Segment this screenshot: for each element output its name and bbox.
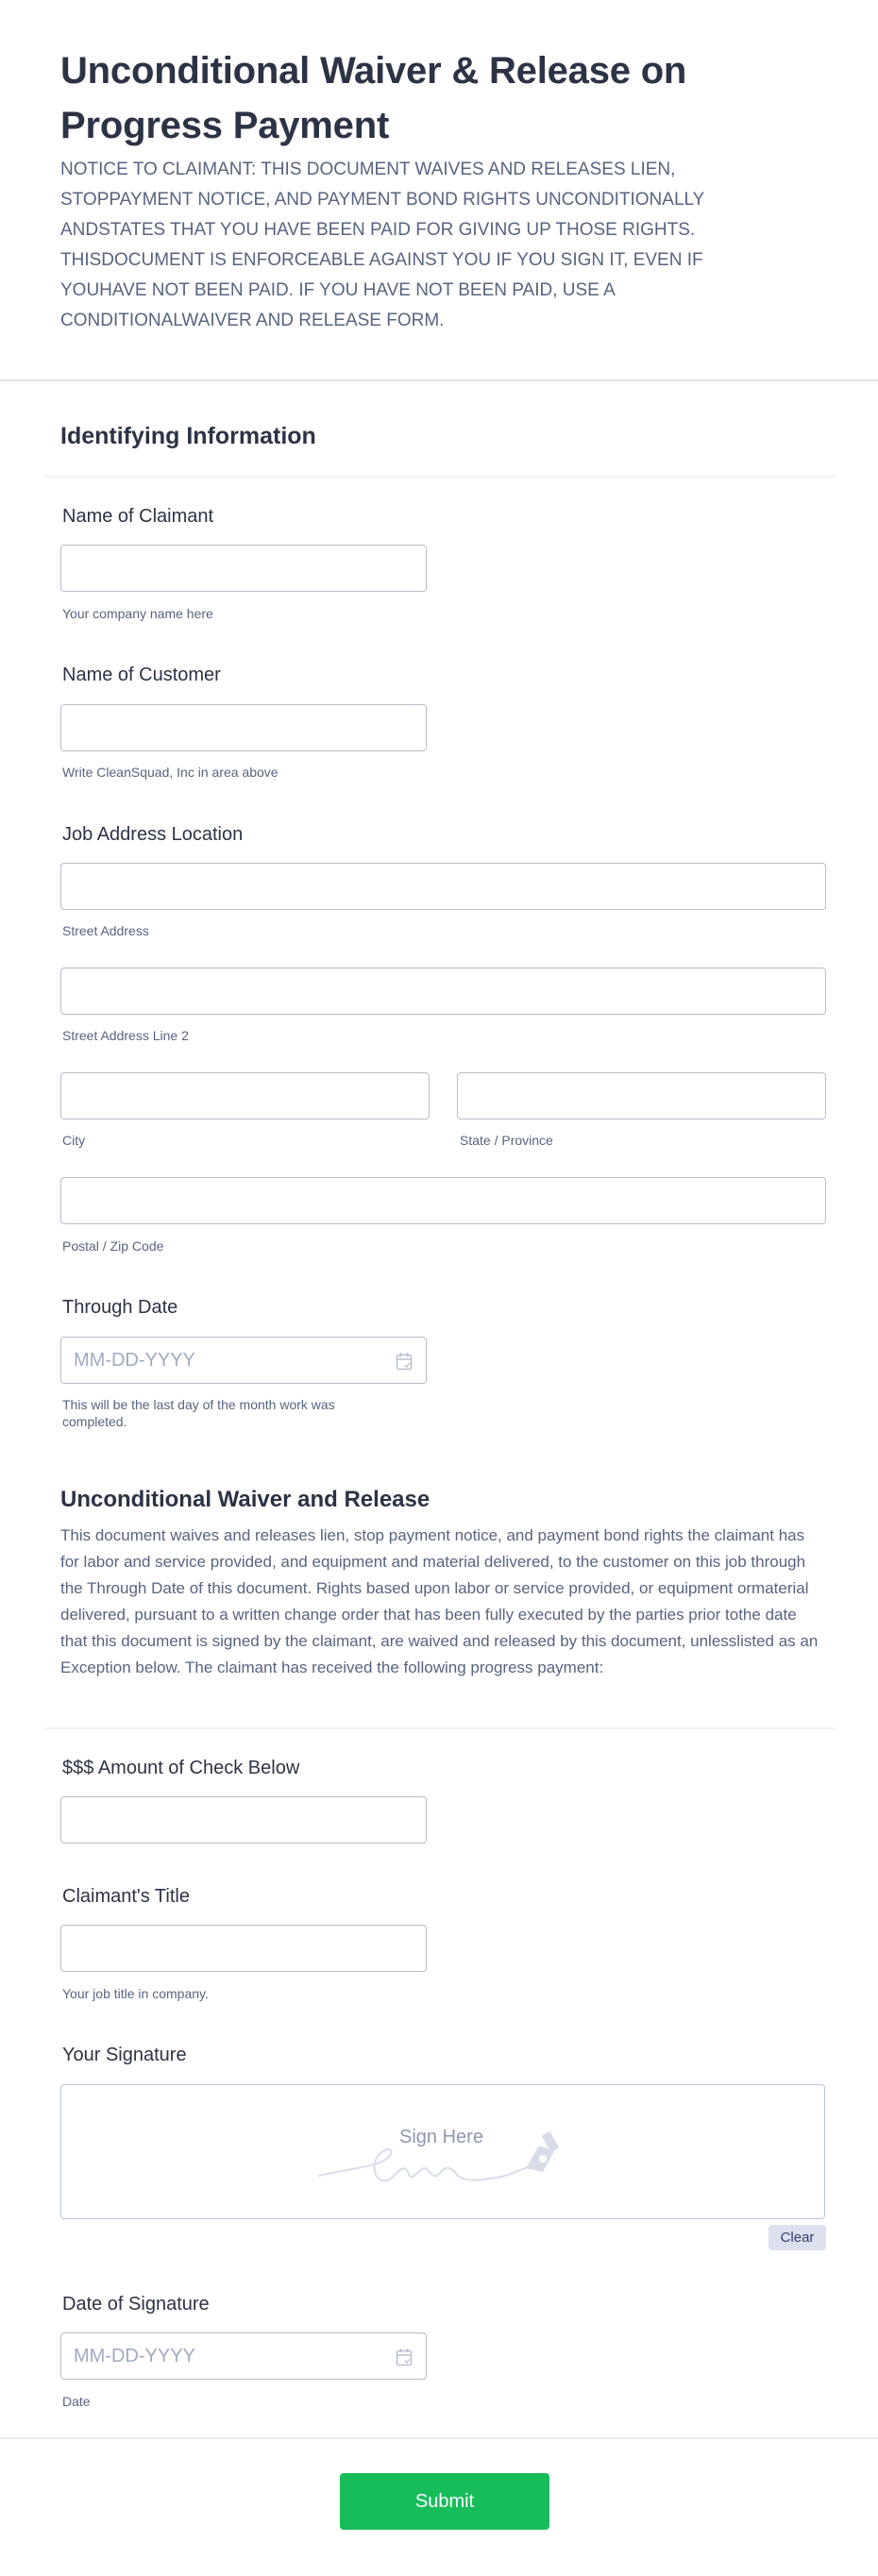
section-divider (45, 476, 835, 478)
form-notice: NOTICE TO CLAIMANT: THIS DOCUMENT WAIVES AND RELEASES LIEN, STOPPAYMENT NOTICE, AND PAYMENT BOND RIGHTS UNCONDITIONALLY ANDSTATES THAT YOU HAVE BEEN PAID FOR GIVING UP THOSE RIGHTS. THISDOCUMENT IS ENFORCEABLE AGAINST YOU IF YOU SIGN IT, EVEN IF YOUHAVE NOT BEEN PAID. IF YOU HAVE NOT BEEN PAID, USE A CONDITIONALWAIVER AND RELEASE FORM. (60, 160, 704, 330)
check-amount-label: $$$ Amount of Check Below (62, 1758, 300, 1778)
clear-signature-button[interactable]: Clear (768, 2225, 826, 2250)
signature-date-placeholder: MM-DD-YYYY (74, 2346, 195, 2366)
footer-divider (0, 2437, 878, 2439)
claimant-title-input[interactable] (60, 1925, 427, 1972)
claimant-name-sublabel: Your company name here (62, 606, 213, 621)
claimant-title-label: Claimant's Title (62, 1886, 190, 1907)
check-amount-input[interactable] (60, 1796, 427, 1844)
signature-date-sublabel: Date (62, 2394, 91, 2409)
street-address-line2-input[interactable] (60, 968, 826, 1015)
state-input[interactable] (457, 1072, 826, 1120)
street-address-sublabel: Street Address (62, 923, 149, 938)
section-heading-waiver: Unconditional Waiver and Release (60, 1487, 431, 1512)
section-heading-identifying: Identifying Information (60, 423, 316, 449)
city-input[interactable] (60, 1072, 430, 1120)
claimant-name-input[interactable] (60, 545, 427, 592)
claimant-title-sublabel: Your job title in company. (62, 1986, 209, 2001)
state-sublabel: State / Province (460, 1133, 553, 1148)
signature-label: Your Signature (62, 2045, 187, 2065)
city-sublabel: City (62, 1133, 86, 1148)
customer-name-label: Name of Customer (62, 665, 221, 685)
customer-name-input[interactable] (60, 704, 427, 751)
through-date-placeholder: MM-DD-YYYY (74, 1350, 195, 1371)
through-date-label: Through Date (62, 1297, 178, 1318)
section-divider (45, 1727, 835, 1729)
signature-date-label: Date of Signature (62, 2294, 210, 2315)
submit-button[interactable]: Submit (340, 2473, 549, 2530)
signature-date-input[interactable] (60, 2332, 427, 2380)
street-address-line2-sublabel: Street Address Line 2 (62, 1028, 189, 1043)
form-header (0, 0, 878, 381)
customer-name-sublabel: Write CleanSquad, Inc in area above (62, 765, 279, 780)
calendar-icon[interactable] (396, 2348, 413, 2366)
postal-code-input[interactable] (60, 1177, 826, 1224)
calendar-icon[interactable] (396, 1352, 413, 1371)
sign-here-placeholder: Sign Here (399, 2127, 483, 2147)
signature-pad[interactable] (60, 2084, 825, 2219)
form-title: Unconditional Waiver & Release on Progress Payment (60, 50, 687, 146)
street-address-input[interactable] (60, 863, 826, 910)
postal-code-sublabel: Postal / Zip Code (62, 1238, 164, 1254)
claimant-name-label: Name of Claimant (62, 506, 214, 527)
waiver-description: This document waives and releases lien, stop payment notice, and payment bond rights the claimant has for labor and service provided, and equipment and material delivered, to the customer on this job through the Through Date of this document. Rights based upon labor or service provided, or equipment ormaterial delivered, pursuant to a written change order that has been fully executed by the parties prior tothe date that this document is signed by the claimant, are waived and released by this document, unlesslisted as an Exception below. The claimant has received the following progress payment: (60, 1526, 819, 1676)
through-date-sublabel: This will be the last day of the month work was completed. (62, 1397, 335, 1429)
through-date-input[interactable] (60, 1337, 427, 1384)
job-address-label: Job Address Location (62, 824, 244, 845)
